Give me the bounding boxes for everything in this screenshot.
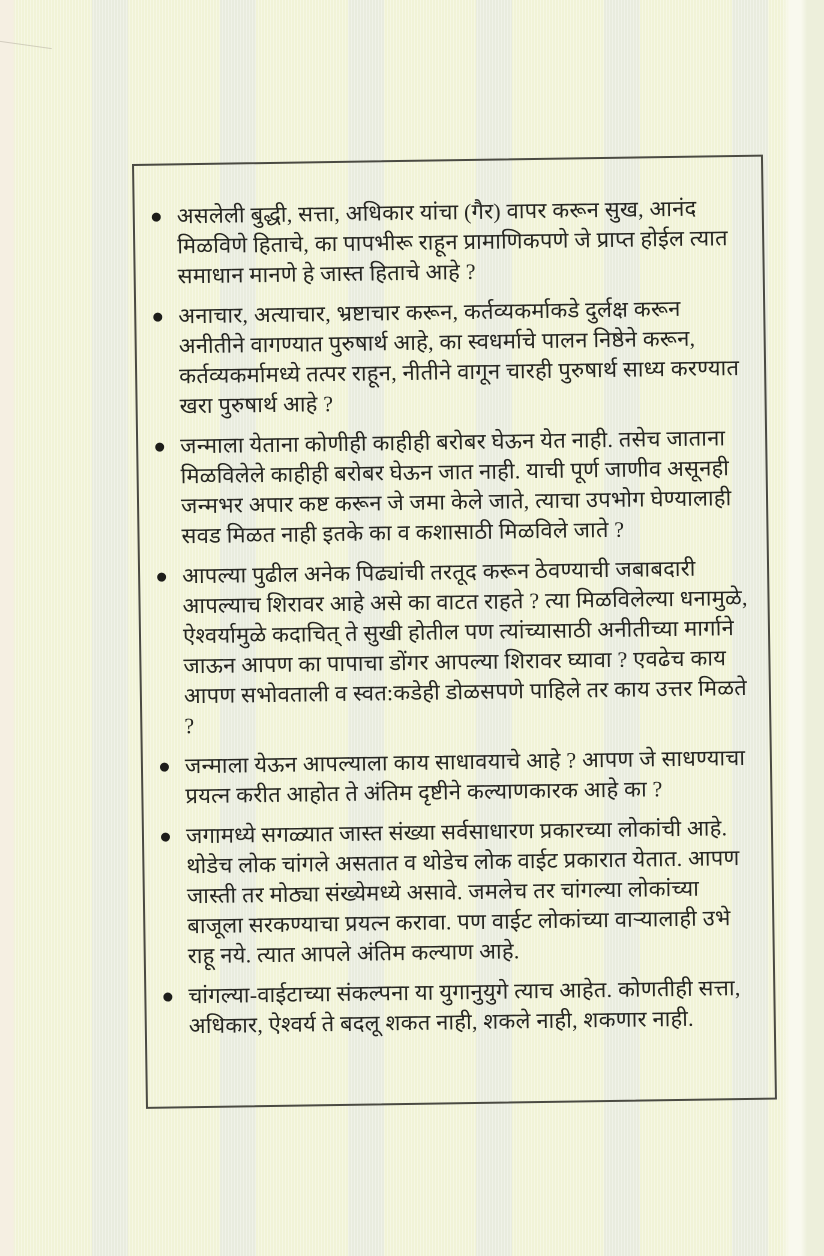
paper-crease bbox=[0, 40, 52, 49]
bullet-text: जन्माला येताना कोणीही काहीही बरोबर घेऊन येत नाही. तसेच जाताना मिळविलेले काहीही बरोबर घेऊन जात नाही. याची पूर्ण जाणीव असूनही जन्मभर अपार कष्ट करून जे जमा केले जाते, त्याचा उपभोग घेण्यालाही सवड मिळत नाही इतके का व कशासाठी मिळविले जाते ? bbox=[180, 425, 732, 549]
bullet-text: चांगल्या-वाईटाच्या संकल्पना या युगानुयुगे त्याच आहेत. कोणतीही सत्ता, अधिकार, ऐश्वर्य ते बदलू शकत नाही, शकले नाही, शकणार नाही. bbox=[188, 975, 741, 1039]
bullet-text: जन्माला येऊन आपल्याला काय साधावयाचे आहे ? आपण जे साधण्याचा प्रयत्न करीत आहोत ते अंतिम दृष्टीने कल्याणकारक आहे का ? bbox=[184, 744, 746, 809]
bullet-dot-icon bbox=[152, 213, 161, 222]
bullet-dot-icon bbox=[155, 443, 164, 452]
bullet-item bbox=[143, 743, 755, 812]
bullet-item bbox=[144, 813, 757, 972]
bullet-text: असलेली बुद्धी, सत्ता, अधिकार यांचा (गैर) वापर करून सुख, आनंद मिळविणे हिताचे, का पापभीरू राहून प्रामाणिकपणे जे प्राप्त होईल त्यात समाधान मानणे हे जास्त हिताचे आहे ? bbox=[176, 195, 728, 289]
bullet-text: जगामध्ये सगळ्यात जास्त संख्या सर्वसाधारण प्रकारच्या लोकांची आहे. थोडेच लोक चांगले असतात व थोडेच लोक वाईट प्रकारात येतात. आपण जास्ती तर मोठ्या संख्येमध्ये असावे. जमलेच तर चांगल्या लोकांच्या बाजूला सरकण्याचा प्रयत्न करावा. पण वाईट लोकांच्या वाऱ्यालाही उभे राहू नये. त्यात आपले अंतिम कल्याण आहे. bbox=[185, 815, 740, 969]
bullet-item bbox=[146, 973, 758, 1042]
bullet-item bbox=[140, 553, 754, 742]
bullet-list bbox=[134, 157, 774, 1042]
bullet-dot-icon bbox=[153, 313, 162, 322]
bullet-text: अनाचार, अत्याचार, भ्रष्टाचार करून, कर्तव्यकर्माकडे दुर्लक्ष करून अनीतीने वागण्यात पुरुषार्थ आहे, का स्वधर्माचे पालन निष्ठेने करून, कर्तव्यकर्मामध्ये तत्पर राहून, नीतीने वागून चारही पुरुषार्थ साध्य करण्यात खरा पुरुषार्थ आहे ? bbox=[178, 295, 740, 419]
bullet-item bbox=[138, 423, 751, 552]
bullet-text: आपल्या पुढील अनेक पिढ्यांची तरतूद करून ठेवण्याची जबाबदारी आपल्याच शिरावर आहे असे का वाटत राहते ? त्या मिळविलेल्या धनामुळे, ऐश्वर्यामुळे कदाचित् ते सुखी होतील पण त्यांच्यासाठी अनीतीच्या मार्गाने जाऊन आपण का पापाचा डोंगर आपल्या शिरावर घ्यावा ? एवढेच काय आपण सभोवताली व स्वत:कडेही डोळसपणे पाहिले तर काय उत्तर मिळते ? bbox=[181, 555, 748, 739]
bullet-item bbox=[136, 293, 749, 422]
bullet-dot-icon bbox=[161, 833, 170, 842]
bullet-item bbox=[135, 193, 747, 292]
bullet-dot-icon bbox=[157, 573, 166, 582]
text-frame bbox=[132, 155, 777, 1109]
bullet-dot-icon bbox=[160, 763, 169, 772]
bullet-dot-icon bbox=[163, 992, 172, 1001]
